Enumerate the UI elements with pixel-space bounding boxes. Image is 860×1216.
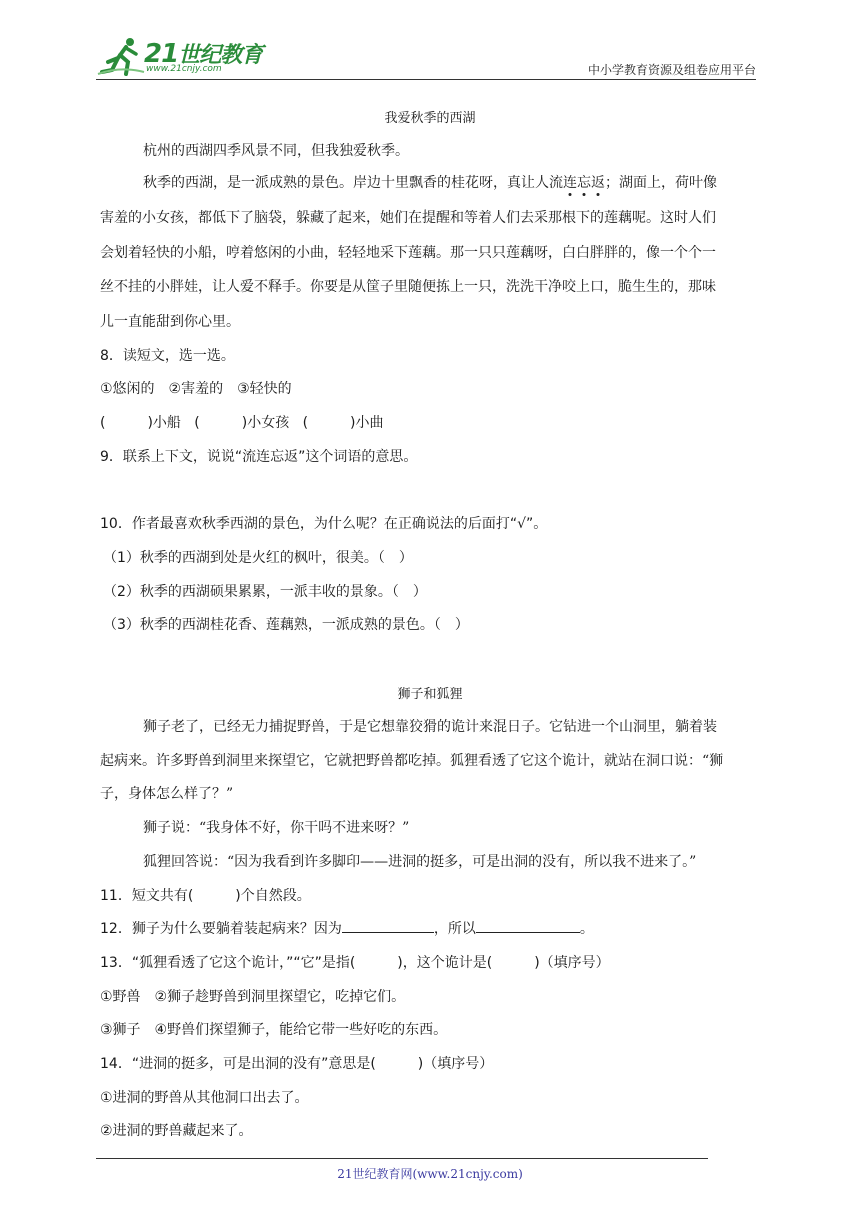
- q9-stem: 9．联系上下文，说说“流连忘返”这个词语的意思。: [100, 449, 418, 465]
- q8-fill-row: [100, 412, 384, 432]
- passage1-p1: 杭州的西湖四季风景不同，但我独爱秋季。: [143, 143, 409, 159]
- passage1-p2-line5: 儿一直能甜到你心里。: [100, 314, 240, 330]
- q10-item-2[interactable]: （2）秋季的西湖硕果累累，一派丰收的景象。（ ）: [103, 584, 427, 600]
- q13-options-2: ③狮子 ④野兽们探望狮子，能给它带一些好吃的东西。: [100, 1022, 448, 1038]
- passage2-p1-line2: 起病来。许多野兽到洞里来探望它，它就把野兽都吃掉。狐狸看透了它这个诡计，就站在洞口说：“狮: [100, 753, 724, 769]
- q14-option-2: ②进洞的野兽藏起来了。: [100, 1123, 253, 1139]
- passage2-p3: 狐狸回答说：“因为我看到许多脚印——进洞的挺多，可是出洞的没有，所以我不进来了。”: [143, 854, 697, 870]
- logo-text: 21世纪教育: [144, 39, 263, 69]
- logo: [96, 36, 263, 78]
- passage2-p1-line3: 子，身体怎么样了？”: [100, 786, 234, 802]
- q12-blank-so[interactable]: [476, 918, 580, 933]
- q8-stem: 8．读短文，选一选。: [100, 348, 235, 364]
- dotted-char: 连: [563, 175, 577, 191]
- footer-link[interactable]: 21世纪教育网(www.21cnjy.com): [337, 1167, 523, 1181]
- q14-option-1: ①进洞的野兽从其他洞口出去了。: [100, 1090, 309, 1106]
- q8-fill-girl[interactable]: ( )小女孩: [194, 415, 290, 431]
- running-man-icon: [96, 36, 146, 78]
- passage2-title: 狮子和狐狸: [397, 687, 463, 702]
- q10-item-1[interactable]: （1）秋季的西湖到处是火红的枫叶，很美。（ ）: [103, 550, 413, 566]
- q8-fill-boat[interactable]: ( )小船: [100, 415, 181, 431]
- logo-url: www.21cnjy.com: [146, 64, 222, 74]
- dotted-char: 忘: [577, 175, 591, 191]
- q13-stem: 13．“狐狸看透了它这个诡计，”“它”是指( )，这个诡计是( )（填序号）: [100, 955, 610, 971]
- passage1-p2-line2: 害羞的小女孩，都低下了脑袋，躲藏了起来，她们在提醒和等着人们去采那根下的莲藕呢。这时人们: [100, 210, 716, 226]
- q11-stem: 11．短文共有( )个自然段。: [100, 888, 311, 904]
- dotted-char: 返: [591, 175, 605, 191]
- header-platform-name: 中小学教育资源及组卷应用平台: [587, 63, 756, 77]
- passage1-p2-line1: 秋季的西湖，是一派成熟的景色。岸边十里飘香的桂花呀，真让人流连 忘 返 ；湖面上，荷叶像: [143, 172, 717, 192]
- q14-stem: 14．“进洞的挺多，可是出洞的没有”意思是( )（填序号）: [100, 1056, 494, 1072]
- q12-stem: 12．狮子为什么要躺着装起病来？因为 ，所以 。: [100, 918, 594, 938]
- q10-stem: 10．作者最喜欢秋季西湖的景色，为什么呢？在正确说法的后面打“√”。: [100, 516, 548, 532]
- passage2-p1-line1: 狮子老了，已经无力捕捉野兽，于是它想靠狡猾的诡计来混日子。它钻进一个山洞里，躺着装: [143, 719, 717, 735]
- header-divider: [96, 79, 756, 80]
- passage1-p2-line4: 丝不挂的小胖娃，让人爱不释手。你要是从筐子里随便拣上一只，洗洗干净咬上口，脆生生的，那味: [100, 279, 716, 295]
- q10-item-3[interactable]: （3）秋季的西湖桂花香、莲藕熟，一派成熟的景色。（ ）: [103, 617, 469, 633]
- q12-blank-because[interactable]: [342, 918, 434, 933]
- passage1-title: 我爱秋季的西湖: [384, 111, 476, 126]
- passage2-p2: 狮子说：“我身体不好，你干吗不进来呀？”: [143, 820, 410, 836]
- footer-divider: [96, 1158, 708, 1159]
- q8-options: ①悠闲的 ②害羞的 ③轻快的: [100, 381, 292, 397]
- q8-fill-tune[interactable]: ( )小曲: [302, 415, 384, 431]
- dotted-char: 流: [549, 175, 563, 191]
- q13-options-1: ①野兽 ②狮子趁野兽到洞里探望它，吃掉它们。: [100, 989, 406, 1005]
- passage1-p2-line3: 会划着轻快的小船，哼着悠闲的小曲，轻轻地采下莲藕。那一只只莲藕呀，白白胖胖的，像一个个一: [100, 245, 716, 261]
